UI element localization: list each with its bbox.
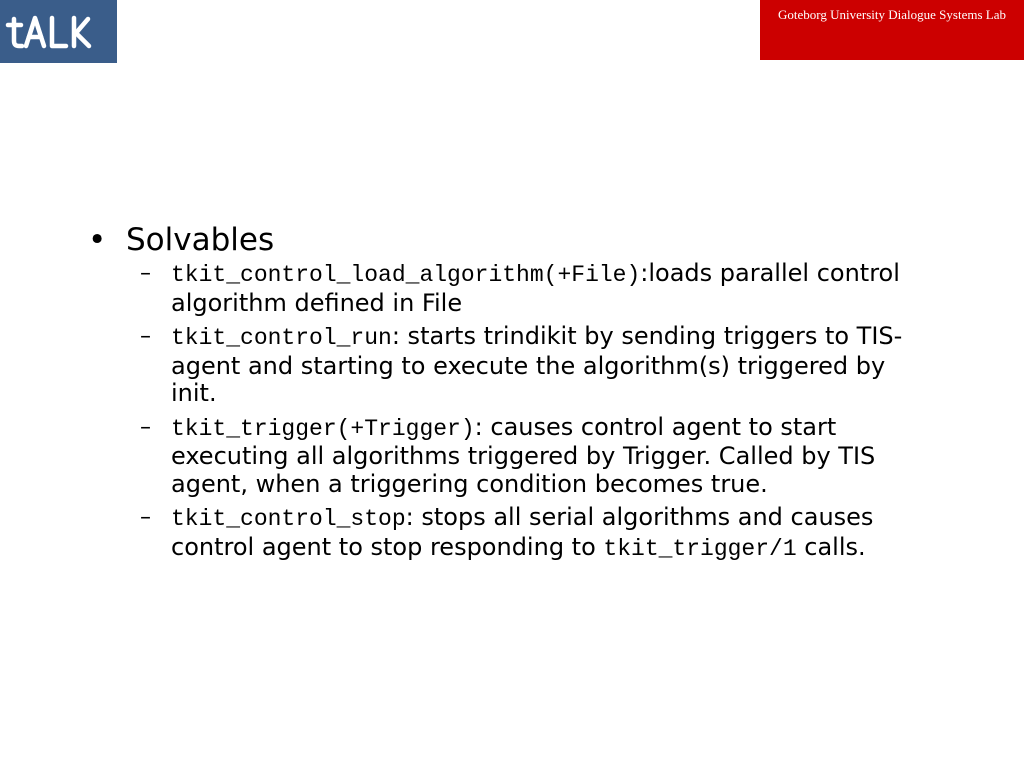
item-description-end: calls. bbox=[796, 532, 866, 561]
predicate-code: tkit_trigger/1 bbox=[603, 535, 797, 562]
list-item bbox=[88, 323, 928, 408]
lab-name-banner bbox=[760, 0, 1024, 60]
list-item bbox=[88, 414, 928, 499]
list-item bbox=[88, 504, 928, 563]
main-bullet-item bbox=[88, 220, 928, 260]
predicate-code: tkit_control_load_algorithm(+File) bbox=[171, 262, 641, 288]
lab-name: Goteborg University Dialogue Systems Lab bbox=[778, 7, 1006, 22]
dash-marker: – bbox=[140, 261, 151, 286]
item-description: : starts trindikit by sending triggers to TIS-agent and starting to execute the algorithm(s) triggered by init. bbox=[171, 322, 903, 407]
main-bullet-text: Solvables bbox=[126, 222, 275, 258]
slide-content bbox=[88, 220, 928, 569]
sub-bullet-list bbox=[88, 260, 928, 563]
list-item bbox=[88, 260, 928, 317]
predicate-code: tkit_control_run bbox=[171, 325, 392, 351]
dash-marker: – bbox=[140, 414, 151, 440]
bullet-dot: • bbox=[88, 222, 107, 258]
talk-logo-mark bbox=[0, 0, 117, 63]
dash-marker: – bbox=[140, 324, 151, 349]
dash-marker: – bbox=[140, 505, 151, 530]
item-description: : stops all serial algorithms and causes control agent to stop responding to bbox=[171, 503, 874, 561]
predicate-code: tkit_control_stop bbox=[171, 506, 406, 532]
item-description: :loads parallel control algorithm defined in File bbox=[171, 259, 900, 317]
talk-logo bbox=[0, 0, 117, 63]
item-description: : causes control agent to start executing all algorithms triggered by Trigger. Called by TIS agent, when a triggering condition becomes true. bbox=[171, 412, 876, 498]
predicate-code: tkit_trigger(+Trigger) bbox=[171, 415, 475, 442]
